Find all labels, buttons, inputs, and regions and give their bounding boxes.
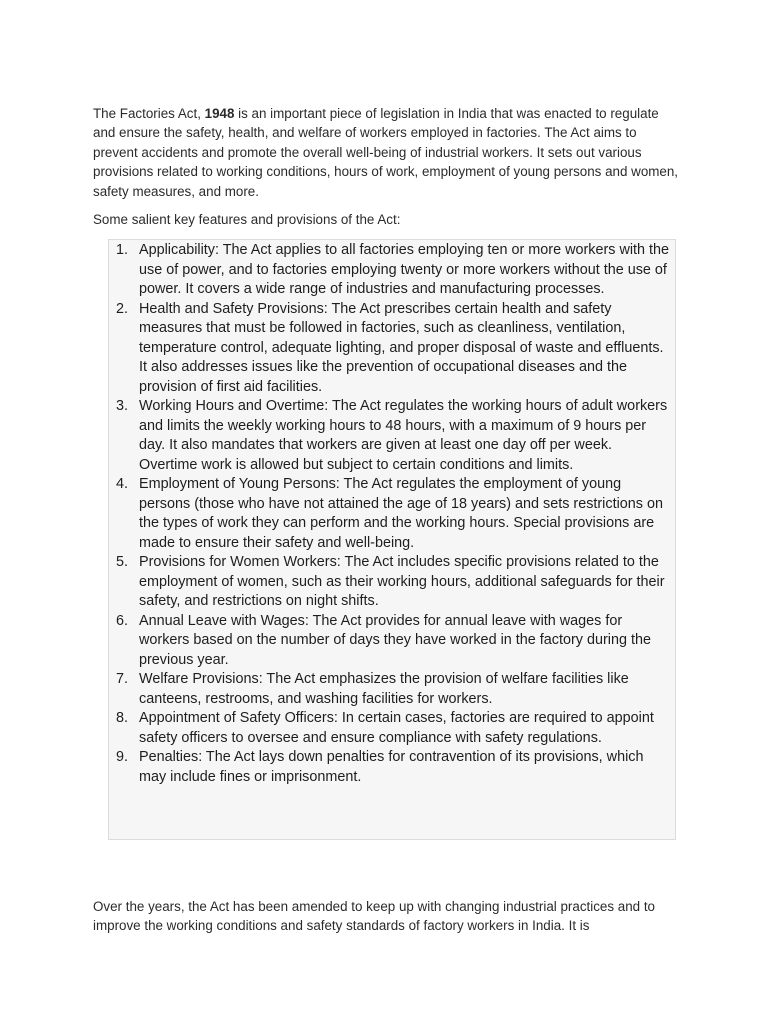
item-text: Employment of Young Persons: The Act regulates the employment of young persons (those who have not attained the age of 18 years) and sets restrictions on the types of work they can perform and the working hours. Special provisions are made to ensure their safety and well-being. <box>139 476 663 551</box>
provisions-list <box>109 240 675 787</box>
item-text: Annual Leave with Wages: The Act provides for annual leave with wages for workers based on the number of days they have worked in the factory during the previous year. <box>139 612 651 668</box>
list-item <box>109 709 675 748</box>
list-item <box>109 241 675 300</box>
list-item <box>109 475 675 553</box>
list-item <box>109 748 675 787</box>
item-text: Working Hours and Overtime: The Act regulates the working hours of adult workers and limits the weekly working hours to 48 hours, with a maximum of 9 hours per day. It also mandates that workers are given at least one day off per week. Overtime work is allowed but subject to certain conditions and limits. <box>139 398 668 473</box>
intro-paragraph <box>93 104 683 201</box>
item-text: Appointment of Safety Officers: In certain cases, factories are required to appoint safety officers to oversee and ensure compliance with safety regulations. <box>139 710 654 746</box>
list-item <box>109 397 675 475</box>
item-number: 4. <box>116 476 129 492</box>
item-number: 9. <box>116 749 129 765</box>
provisions-box <box>108 239 676 840</box>
intro-year: 1948 <box>204 106 235 121</box>
list-lead-in: Some salient key features and provisions of the Act: <box>93 212 401 227</box>
item-number: 7. <box>116 671 129 687</box>
list-item <box>109 670 675 709</box>
item-number: 2. <box>116 300 129 317</box>
list-item <box>109 300 675 398</box>
item-text: Penalties: The Act lays down penalties for contravention of its provisions, which may include fines or imprisonment. <box>139 749 644 785</box>
item-number: 6. <box>116 612 129 629</box>
item-text: Welfare Provisions: The Act emphasizes the provision of welfare facilities like canteens, restrooms, and washing facilities for workers. <box>139 671 629 707</box>
item-number: 5. <box>116 554 129 570</box>
item-number: 1. <box>116 242 129 258</box>
closing-paragraph: Over the years, the Act has been amended to keep up with changing industrial practices and to improve the working conditions and safety standards of factory workers in India. It is <box>93 899 656 934</box>
item-number: 8. <box>116 710 129 726</box>
intro-text-rest: is an important piece of legislation in India that was enacted to regulate and ensure the safety, health, and welfare of workers employed in factories. The Act aims to prevent accidents and promote the overall well-being of industrial workers. It sets out various provisions related to working conditions, hours of work, employment of young persons and women, safety measures, and more. <box>93 106 679 199</box>
list-item <box>109 612 675 671</box>
item-number: 3. <box>116 398 129 414</box>
item-text: Health and Safety Provisions: The Act prescribes certain health and safety measures that must be followed in factories, such as cleanliness, ventilation, temperature control, adequate lighting, and proper disposal of waste and effluents. It also addresses issues like the prevention of occupational diseases and the provision of first aid facilities. <box>139 300 664 395</box>
intro-text-start: The Factories Act, <box>93 106 205 121</box>
item-text: Applicability: The Act applies to all factories employing ten or more workers with the use of power, and to factories employing twenty or more workers without the use of power. It covers a wide range of industries and manufacturing processes. <box>139 242 670 297</box>
item-text: Provisions for Women Workers: The Act includes specific provisions related to the employment of women, such as their working hours, additional safeguards for their safety, and restrictions on night shifts. <box>139 554 665 609</box>
list-item <box>109 553 675 612</box>
